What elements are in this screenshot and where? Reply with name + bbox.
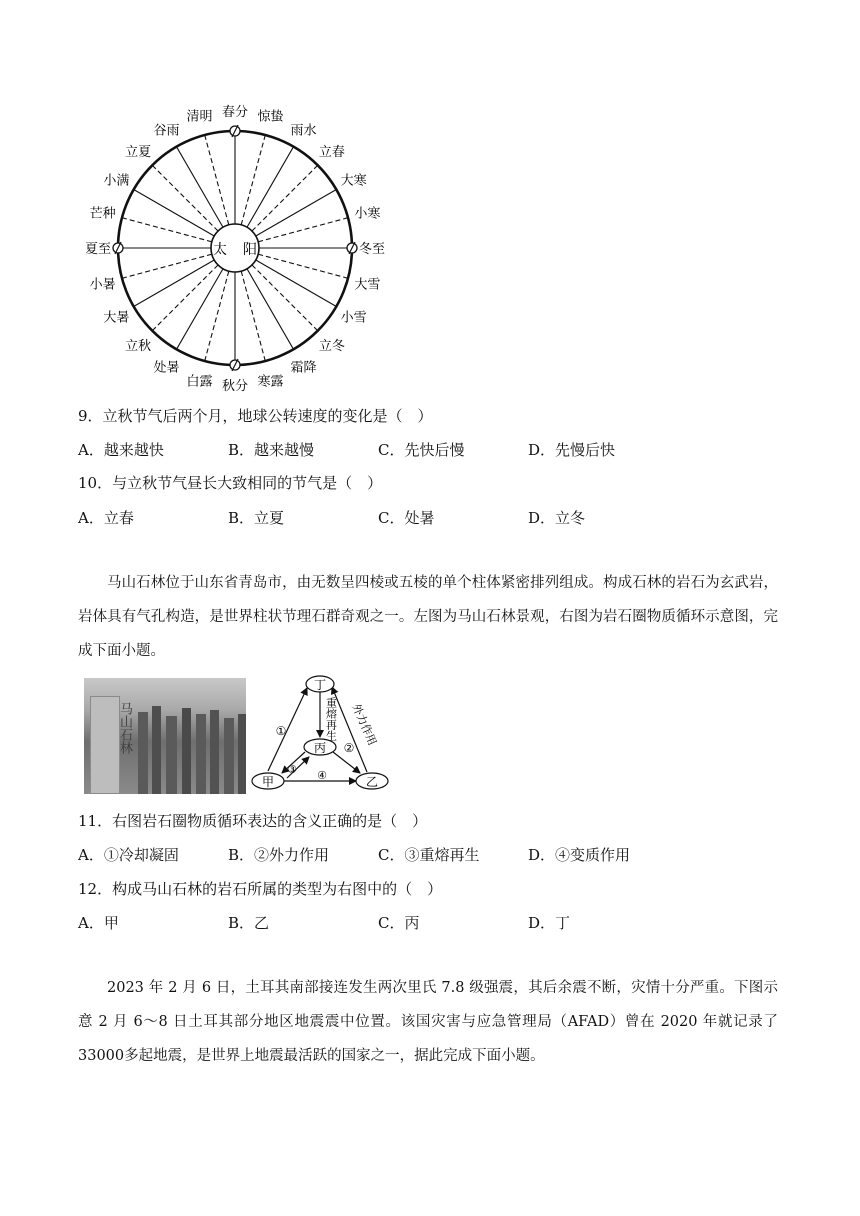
q10-option-d[interactable]: D．立冬 bbox=[528, 509, 586, 527]
arrow-jia-to-ding bbox=[268, 688, 307, 771]
solar-term-label: 立春 bbox=[318, 145, 345, 161]
solar-term-label: 清明 bbox=[186, 109, 213, 125]
passage-mashan bbox=[78, 566, 778, 668]
q10-option-b[interactable]: B．立夏 bbox=[228, 509, 285, 527]
spoke-23 bbox=[205, 135, 229, 225]
node-jia-label: 甲 bbox=[261, 775, 275, 789]
node-ding-label: 丁 bbox=[313, 678, 327, 692]
solar-term-label: 小雪 bbox=[340, 310, 367, 326]
q12-option-b[interactable]: B．乙 bbox=[228, 914, 270, 932]
solar-term-label: 大雪 bbox=[354, 277, 381, 293]
solar-term-label: 惊蛰 bbox=[257, 109, 284, 125]
q12-option-c[interactable]: C．丙 bbox=[378, 914, 420, 932]
solar-term-label: 立夏 bbox=[125, 145, 152, 161]
spoke-20 bbox=[134, 190, 215, 237]
solar-term-label: 小暑 bbox=[89, 277, 116, 293]
label-1: ① bbox=[275, 724, 287, 738]
solar-term-label: 谷雨 bbox=[153, 123, 180, 139]
passage-turkey-line-1: 2023 年 2 月 6 日，土耳其南部接连发生两次里氏 7.8 级强震，其后余震不断，灾情十分严重。下图示 bbox=[107, 980, 778, 996]
spoke-3 bbox=[252, 165, 318, 231]
spoke-15 bbox=[152, 265, 218, 331]
sun-label-1: 太 bbox=[213, 242, 227, 258]
question-9-stem: 9．立秋节气后两个月，地球公转速度的变化是（ ） bbox=[78, 407, 433, 425]
solar-term-label: 小寒 bbox=[354, 206, 381, 222]
spoke-9 bbox=[252, 265, 318, 331]
passage-turkey-earthquake bbox=[78, 971, 778, 1073]
solar-term-label: 立冬 bbox=[318, 338, 345, 354]
solar-term-label: 春分 bbox=[221, 105, 249, 120]
solar-term-label: 雨水 bbox=[290, 123, 317, 139]
solar-term-label: 芒种 bbox=[89, 206, 116, 222]
q12-option-a[interactable]: A．甲 bbox=[78, 914, 119, 932]
spoke-10 bbox=[247, 269, 294, 350]
spoke-1 bbox=[241, 135, 265, 225]
label-external: 外力作用 bbox=[349, 701, 380, 748]
label-4: ④ bbox=[317, 769, 327, 782]
spoke-8 bbox=[256, 260, 337, 307]
passage-mashan-line-3: 意图，完成下面小题。 bbox=[78, 609, 779, 659]
solar-term-label: 夏至 bbox=[84, 242, 112, 257]
q10-option-c[interactable]: C．处暑 bbox=[378, 509, 435, 527]
question-11-stem: 11．右图岩石圈物质循环表达的含义正确的是（ ） bbox=[78, 812, 428, 830]
spoke-21 bbox=[152, 165, 218, 231]
solar-term-label: 秋分 bbox=[221, 379, 249, 394]
passage-turkey-line-2: 意 2 月 6～8 日土耳其部分地区地震震中位置。该国灾害与应急管理局（AFAD）曾在 2020 年就记录了 33000 bbox=[78, 1014, 778, 1064]
sun-label-2: 阳 bbox=[243, 242, 257, 258]
question-10-stem: 10．与立秋节气昼长大致相同的节气是（ ） bbox=[78, 474, 383, 492]
passage-mashan-line-1: 马山石林位于山东省青岛市，由无数呈四棱或五棱的单个柱体紧密排列组成。构成石林的岩石为玄武 bbox=[107, 575, 749, 591]
stone-inscription: 马山石林 bbox=[117, 702, 132, 754]
spoke-14 bbox=[177, 269, 224, 350]
solar-term-label: 寒露 bbox=[257, 374, 284, 390]
q9-option-b[interactable]: B．越来越慢 bbox=[228, 441, 315, 459]
label-3: ③ bbox=[287, 763, 297, 776]
arrow-bing-to-yi bbox=[333, 752, 360, 773]
q10-option-a[interactable]: A．立春 bbox=[78, 509, 134, 527]
spoke-13 bbox=[205, 271, 229, 361]
q11-option-b[interactable]: B．②外力作用 bbox=[228, 846, 330, 864]
q9-option-d[interactable]: D．先慢后快 bbox=[528, 441, 616, 459]
spoke-22 bbox=[177, 147, 224, 228]
label-2: ② bbox=[343, 741, 355, 755]
q11-option-c[interactable]: C．③重熔再生 bbox=[378, 846, 480, 864]
label-remelt: 重熔再生 bbox=[324, 697, 338, 741]
solar-term-label: 霜降 bbox=[290, 360, 317, 376]
q11-option-a[interactable]: A．①冷却凝固 bbox=[78, 846, 179, 864]
solar-term-label: 白露 bbox=[186, 374, 213, 390]
passage-turkey-line-3: 多起地震，是世界上地震最活跃的国家之一，据此完成下面小题。 bbox=[124, 1048, 545, 1064]
mashan-stone-forest-photo bbox=[84, 678, 246, 794]
solar-term-label: 处暑 bbox=[153, 360, 180, 376]
rock-cycle-diagram bbox=[250, 672, 390, 796]
solar-term-label: 立秋 bbox=[125, 338, 152, 354]
spoke-16 bbox=[134, 260, 215, 307]
passage-mashan-line-2: 岩，岩体具有气孔构造，是世界柱状节理石群奇观之一。左图为马山石林景观，右图为岩石圈物质循环示 bbox=[78, 575, 779, 625]
node-yi-label: 乙 bbox=[365, 775, 379, 789]
solar-term-label: 大暑 bbox=[103, 310, 130, 326]
solar-term-label: 冬至 bbox=[358, 242, 386, 257]
spoke-11 bbox=[241, 271, 265, 361]
spoke-2 bbox=[247, 147, 294, 228]
node-bing-label: 丙 bbox=[313, 741, 327, 755]
solar-term-label: 大寒 bbox=[340, 173, 367, 189]
spoke-4 bbox=[256, 190, 337, 237]
spoke-5 bbox=[258, 218, 348, 242]
q11-option-d[interactable]: D．④变质作用 bbox=[528, 846, 631, 864]
q9-option-c[interactable]: C．先快后慢 bbox=[378, 441, 465, 459]
solar-terms-diagram bbox=[70, 100, 410, 395]
solar-term-label: 小满 bbox=[103, 173, 130, 189]
spoke-7 bbox=[258, 254, 348, 278]
q9-option-a[interactable]: A．越来越快 bbox=[78, 441, 164, 459]
question-12-stem: 12．构成马山石林的岩石所属的类型为右图中的（ ） bbox=[78, 880, 443, 898]
spoke-19 bbox=[122, 218, 212, 242]
spoke-17 bbox=[122, 254, 212, 278]
q12-option-d[interactable]: D．丁 bbox=[528, 914, 571, 932]
